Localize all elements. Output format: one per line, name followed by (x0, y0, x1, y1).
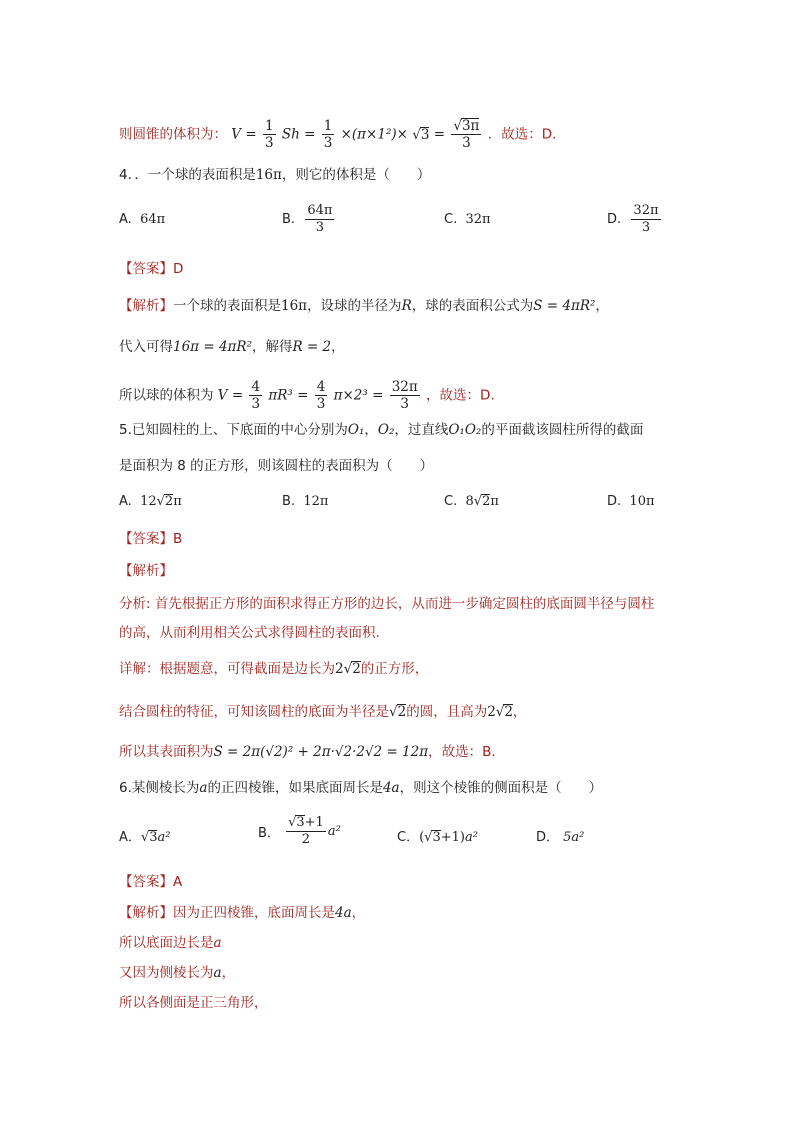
q6-a4: 所以各侧面是正三角形， (119, 995, 268, 1011)
q4-a2e: ， (331, 339, 345, 355)
q5-od-label: D. (607, 494, 622, 509)
q5-option-b (282, 494, 328, 509)
q5-oc-post: π (490, 494, 499, 509)
q5-sy-a: 所以其表面积为 (119, 744, 214, 760)
q4-option-a-value: 64π (140, 212, 166, 227)
q6-a3a: 又因为侧棱长为 (119, 965, 214, 981)
q4-answer (119, 260, 183, 278)
q5-oa-label: A. (119, 494, 132, 509)
q6-analysis-line3 (119, 964, 235, 982)
q6-answer (119, 873, 182, 891)
q5-xiangjie-line: 详解：根据题意，可得截面是边长为2√2的正方形， (119, 661, 429, 677)
q6-a1b: 4a (335, 905, 352, 921)
q6-option-b (258, 815, 341, 848)
q6-a1a: 因为正四棱锥，底面周长是 (173, 905, 335, 921)
q5-sy-c: ，故选：B. (428, 744, 496, 760)
q4-analysis-tag: 【解析】 (119, 298, 173, 314)
q6-od-label: D． (536, 830, 560, 845)
q4-stem-text: 4．．一个球的表面积是 (119, 167, 256, 183)
q6-ob-label: B． (258, 826, 280, 841)
q5-option-a: A. 12√2π (119, 494, 182, 509)
q6-ob-numroot: 3 (296, 815, 305, 830)
q6-oc-post: a² (464, 830, 478, 845)
q4-option-d (607, 203, 663, 236)
q4-frac-32pi-3: $\frac{32\pi}{3}$ (391, 379, 418, 412)
q3-lead-text: 则圆锥的体积为： (119, 126, 227, 143)
q6-stem (119, 779, 602, 797)
q6-oa-post: a² (157, 830, 171, 845)
q4-option-b (282, 203, 336, 236)
q5-fenxi-line2 (119, 624, 380, 642)
q6-oa-label: A． (119, 830, 141, 845)
q5-fenxi-2: 的高，从而利用相关公式求得圆柱的表面积. (119, 625, 380, 641)
q5-oc-pre: 8 (465, 494, 474, 509)
q4-option-a-label: A. (119, 212, 132, 227)
q5-oa-post: π (173, 494, 182, 509)
q4-area: 16π (255, 167, 282, 183)
q6-s-e: ，则这个棱锥的侧面积是（ ） (399, 780, 603, 796)
q4-analysis-line2 (119, 338, 345, 356)
q5-jh-b: 2 (397, 704, 407, 720)
q5-jh-a: 结合圆柱的特征，可知该圆柱的底面为半径是 (119, 704, 389, 720)
q5-s2: 是面积为 8 的正方形，则该圆柱的表面积为（ ） (119, 458, 434, 474)
q4-a1c: ，设球的半径为 (307, 298, 402, 314)
q6-oa-root: 3 (149, 830, 158, 845)
q5-oa-pre: 12 (140, 494, 157, 509)
q6-ob-numpost: +1 (304, 815, 324, 830)
q4-frac-4-3: $\frac{4}{3}$ (251, 379, 261, 412)
q6-a2b: a (213, 935, 222, 951)
q5-stem-line2 (119, 457, 433, 475)
q5-jh-d: 2 (487, 704, 496, 720)
q4-option-d-label: D. (607, 212, 622, 227)
q5-s1f: O₁O₂ (448, 422, 482, 438)
q4-a3b: V = (217, 387, 244, 404)
q6-s-c: 的正四棱锥，如果底面周长是 (207, 780, 383, 796)
q5-s1c: ， (364, 422, 378, 438)
q4-option-b-frac (305, 203, 334, 236)
q5-answer (119, 530, 182, 548)
q6-a3b: a (213, 965, 222, 981)
q3-mid-expr: ×(π×1²)× (340, 126, 408, 143)
q5-xj-d: 的正方形， (360, 661, 429, 677)
q6-s-d: 4a (382, 780, 400, 796)
q4-analysis-line1 (119, 297, 609, 315)
q4-stem-end: ，则它的体积是（ ） (281, 167, 431, 183)
q3-eq3: = (433, 126, 446, 143)
q5-s1d: O₂ (377, 422, 395, 438)
q3-frac-num: 1 (264, 118, 274, 134)
q5-oc-label: C. (444, 494, 458, 509)
q5-od-value: 10π (629, 494, 655, 509)
q6-analysis-line2 (119, 934, 222, 952)
q4-option-d-num: 32π (633, 203, 659, 218)
q3-frac-result: $\frac{√3\pi}{3}$ (453, 118, 480, 151)
q3-volume-line: 则圆锥的体积为： V = $\frac{1}{3}$ Sh = $\frac{1}{3}$ ×(π×1²)× √3 = $\frac{√3\pi}{3}$ ．故选：D. (119, 118, 557, 151)
q4-option-a (119, 212, 165, 227)
q4-a3e: 32π (391, 379, 418, 395)
q4-a3a: 所以球的体积为 (119, 387, 214, 404)
q6-analysis-tag: 【解析】 (119, 905, 173, 921)
q5-answer-tag: 【答案】 (119, 531, 173, 547)
q5-analysis-tag (119, 562, 173, 580)
q4-a2a: 代入可得 (119, 339, 173, 355)
q5-ob-value: 12π (303, 494, 329, 509)
q4-answer-value: D (173, 261, 184, 277)
q4-option-c-label: C. (444, 212, 458, 227)
q3-frac-one-third (263, 118, 276, 151)
q6-oc-root: 3 (432, 830, 441, 845)
q3-end-text: ．故选：D. (487, 126, 557, 143)
q5-jh-e: 2 (504, 704, 513, 720)
q3-eq2: = (304, 126, 316, 143)
q6-option-c: C．(√3+1)a² (397, 830, 478, 845)
q5-oa-root: 2 (164, 494, 174, 509)
q4-a3d: π×2³ = (333, 387, 384, 404)
q6-ob-frac: $\frac{√3+1}{2}$ (288, 815, 324, 847)
q5-xj-a: 详解：根据题意，可得截面是边长为 (119, 661, 335, 677)
q5-s1e: ，过直线 (394, 422, 449, 438)
q4-option-d-den: 3 (641, 220, 651, 235)
q3-frac-den: 3 (264, 135, 274, 151)
q4-a3f: ，故选：D. (426, 387, 495, 404)
q5-answer-value: B (173, 531, 183, 547)
q5-fenxi-line1 (119, 595, 654, 613)
q4-option-b-den: 3 (315, 220, 325, 235)
q4-a1g: ， (595, 298, 609, 314)
q5-s1g: 的平面截该圆柱所得的截面 (481, 422, 644, 438)
q3-frac-den3: 3 (462, 135, 471, 151)
q4-a2d: R = 2 (292, 339, 332, 355)
q4-a1a: 一个球的表面积是 (173, 298, 281, 314)
q4-a1b: 16π (281, 298, 308, 314)
q5-xj-b: 2 (335, 661, 344, 677)
q5-analysis-tag-text: 【解析】 (119, 563, 173, 579)
q5-suoyi-line (119, 743, 496, 761)
q5-s1b: O₁ (347, 422, 365, 438)
q3-frac-one-third-2 (322, 118, 335, 151)
q5-jiehe-line: 结合圆柱的特征，可知该圆柱的底面为半径是√2的圆，且高为2√2， (119, 704, 527, 720)
q6-analysis-line1 (119, 904, 365, 922)
q4-option-b-label: B. (282, 212, 296, 227)
q4-option-b-num: 64π (307, 203, 333, 218)
q4-a1d: R (401, 298, 412, 314)
q6-answer-value: A (173, 874, 183, 890)
q5-option-c: C. 8√2π (444, 494, 499, 509)
q4-answer-tag: 【答案】 (119, 261, 173, 277)
q4-option-c (444, 212, 491, 227)
q6-a3c: ， (221, 965, 236, 981)
q6-s-a: 6.某侧棱长为 (119, 780, 200, 796)
q6-option-a: A．√3a² (119, 830, 171, 845)
q3-frac-num2: 1 (323, 118, 333, 134)
q5-sy-b: S = 2π(√2)² + 2π·√2·2√2 = 12π (213, 744, 429, 760)
q6-a2a: 所以底面边长是 (119, 935, 214, 951)
q3-v-symbol: V (231, 126, 242, 143)
q3-frac-den2: 3 (323, 135, 333, 151)
q6-a1c: ， (351, 905, 366, 921)
q4-option-d-frac (631, 203, 660, 236)
q6-oc-pre: ( (419, 830, 425, 845)
q5-s1a: 5.已知圆柱的上、下底面的中心分别为 (119, 422, 348, 438)
q4-a1e: ，球的表面积公式为 (411, 298, 534, 314)
q6-ob-den: 2 (301, 832, 311, 847)
q6-oc-label: C． (397, 830, 420, 845)
q6-analysis-line4 (119, 994, 268, 1012)
q3-sh: Sh (281, 126, 300, 143)
q6-oc-mid: +1) (440, 830, 465, 845)
q4-a2b: 16π = 4πR² (173, 339, 252, 355)
q5-oc-root: 2 (482, 494, 491, 509)
q5-option-d (607, 494, 655, 509)
q4-a3c: πR³ = (268, 387, 309, 404)
q3-sqrt3: 3 (420, 126, 430, 143)
q6-option-d (536, 826, 584, 845)
q4-a1f: S = 4πR² (533, 298, 596, 314)
q4-frac-4-3b: $\frac{4}{3}$ (316, 379, 326, 412)
q4-option-c-value: 32π (465, 212, 491, 227)
q4-a2c: ，解得 (251, 339, 293, 355)
q4-stem (119, 166, 430, 184)
q3-root3pi: 3π (461, 118, 480, 134)
q5-stem-line1 (119, 421, 643, 439)
q6-ob-post: a² (327, 824, 341, 839)
q5-ob-label: B. (282, 494, 296, 509)
q6-answer-tag: 【答案】 (119, 874, 173, 890)
q5-xj-c: 2 (352, 661, 361, 677)
q5-jh-f: ， (513, 704, 527, 720)
q6-s-b: a (199, 780, 208, 796)
q6-od-value: 5a² (563, 830, 585, 845)
q5-jh-c: 的圆，且高为 (406, 704, 488, 720)
q4-analysis-line3 (119, 379, 495, 412)
q5-fenxi-1: 分析: 首先根据正方形的面积求得正方形的边长，从而进一步确定圆柱的底面圆半径与圆柱 (119, 596, 655, 612)
q3-eq: = (245, 126, 257, 143)
